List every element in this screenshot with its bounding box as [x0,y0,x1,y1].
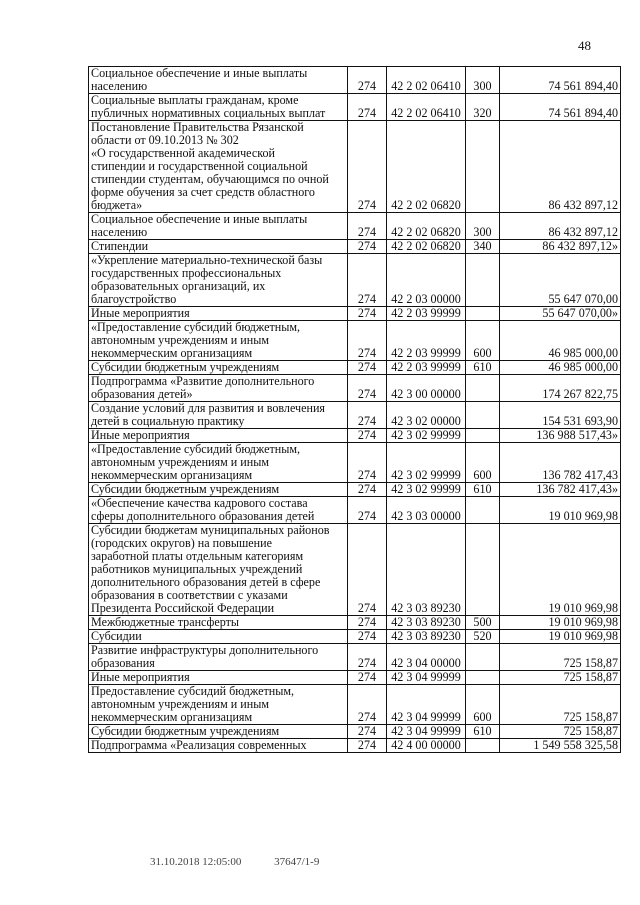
cell-vr: 320 [466,94,500,121]
cell-name: Постановление Правительства Рязанской области от 09.10.2013 № 302 «О государственной академической стипендии и государственной социальной стипендии студентам, обучающимся по очной форме обучения за счет средств областного бюджета» [89,121,348,213]
cell-name: «Обеспечение качества кадрового состава сферы дополнительного образования детей [89,497,348,524]
cell-code: 42 3 04 00000 [387,644,466,671]
cell-vr [466,739,500,753]
table-row [89,375,621,402]
cell-vr: 300 [466,213,500,240]
cell-name: Подпрограмма «Реализация современных [89,739,348,753]
cell-gr: 274 [348,361,387,375]
cell-sum: 154 531 693,90 [500,402,621,429]
cell-gr: 274 [348,121,387,213]
cell-sum: 136 782 417,43 [500,443,621,483]
cell-sum: 19 010 969,98 [500,630,621,644]
cell-code: 42 2 02 06820 [387,121,466,213]
cell-code: 42 2 03 99999 [387,361,466,375]
table-row [89,616,621,630]
cell-code: 42 3 03 00000 [387,497,466,524]
cell-code: 42 4 00 00000 [387,739,466,753]
cell-code: 42 2 03 00000 [387,254,466,307]
cell-gr: 274 [348,402,387,429]
cell-code: 42 3 04 99999 [387,685,466,725]
cell-sum: 86 432 897,12 [500,121,621,213]
cell-vr [466,375,500,402]
cell-gr: 274 [348,483,387,497]
cell-gr: 274 [348,321,387,361]
cell-code: 42 3 00 00000 [387,375,466,402]
cell-code: 42 3 03 89230 [387,524,466,616]
cell-vr [466,254,500,307]
cell-gr: 274 [348,213,387,240]
cell-name: «Укрепление материально-технической базы государственных профессиональных образовательных организаций, их благоустройство [89,254,348,307]
cell-gr: 274 [348,254,387,307]
cell-code: 42 3 02 99999 [387,483,466,497]
table-row [89,254,621,307]
table-row [89,402,621,429]
table-row [89,685,621,725]
cell-sum: 86 432 897,12» [500,240,621,254]
cell-name: Субсидии бюджетным учреждениям [89,725,348,739]
cell-gr: 274 [348,644,387,671]
cell-code: 42 2 03 99999 [387,321,466,361]
cell-sum: 19 010 969,98 [500,616,621,630]
cell-code: 42 3 04 99999 [387,671,466,685]
cell-name: Межбюджетные трансферты [89,616,348,630]
footer-doc-id: 37647/1-9 [274,856,320,868]
table-row [89,321,621,361]
cell-vr: 600 [466,443,500,483]
cell-vr [466,121,500,213]
table-row [89,429,621,443]
cell-vr [466,402,500,429]
cell-name: Субсидии [89,630,348,644]
cell-gr: 274 [348,375,387,402]
table-row [89,213,621,240]
cell-code: 42 2 02 06820 [387,240,466,254]
cell-gr: 274 [348,671,387,685]
cell-name: Подпрограмма «Развитие дополнительного образования детей» [89,375,348,402]
cell-gr: 274 [348,67,387,94]
table-row [89,671,621,685]
cell-name: Субсидии бюджетным учреждениям [89,361,348,375]
table-row [89,644,621,671]
cell-vr: 500 [466,616,500,630]
cell-vr: 300 [466,67,500,94]
cell-sum: 74 561 894,40 [500,67,621,94]
table-row [89,524,621,616]
cell-gr: 274 [348,240,387,254]
cell-sum: 725 158,87 [500,671,621,685]
cell-gr: 274 [348,630,387,644]
cell-code: 42 3 03 89230 [387,616,466,630]
table-row [89,739,621,753]
cell-sum: 46 985 000,00 [500,321,621,361]
cell-gr: 274 [348,94,387,121]
cell-gr: 274 [348,616,387,630]
cell-vr [466,429,500,443]
cell-name: Развитие инфраструктуры дополнительного образования [89,644,348,671]
cell-name: Иные мероприятия [89,429,348,443]
table-row [89,121,621,213]
cell-code: 42 3 02 99999 [387,443,466,483]
cell-name: Предоставление субсидий бюджетным, автономным учреждениям и иным некоммерческим организациям [89,685,348,725]
cell-name: Субсидии бюджетам муниципальных районов (городских округов) на повышение заработной платы отдельным категориям работников муниципальных учреждений дополнительного образования детей в сфере образования в соответствии с указами Президента Российской Федерации [89,524,348,616]
footer-datetime: 31.10.2018 12:05:00 [150,856,242,868]
cell-code: 42 2 02 06410 [387,67,466,94]
cell-name: Создание условий для развития и вовлечения детей в социальную практику [89,402,348,429]
budget-table-body [89,67,621,753]
cell-sum: 19 010 969,98 [500,497,621,524]
cell-name: Социальное обеспечение и иные выплаты населению [89,213,348,240]
cell-name: Субсидии бюджетным учреждениям [89,483,348,497]
cell-gr: 274 [348,685,387,725]
footer [150,856,349,868]
cell-vr [466,524,500,616]
cell-vr: 610 [466,725,500,739]
cell-code: 42 2 02 06820 [387,213,466,240]
table-row [89,443,621,483]
cell-sum: 725 158,87 [500,644,621,671]
cell-name: «Предоставление субсидий бюджетным, автономным учреждениям и иным некоммерческим организациям [89,443,348,483]
cell-sum: 136 988 517,43» [500,429,621,443]
cell-sum: 725 158,87 [500,725,621,739]
cell-code: 42 2 02 06410 [387,94,466,121]
cell-gr: 274 [348,725,387,739]
cell-vr: 610 [466,361,500,375]
cell-sum: 174 267 822,75 [500,375,621,402]
cell-vr: 340 [466,240,500,254]
cell-vr: 610 [466,483,500,497]
cell-sum: 19 010 969,98 [500,524,621,616]
cell-code: 42 3 04 99999 [387,725,466,739]
cell-name: Социальные выплаты гражданам, кроме публичных нормативных социальных выплат [89,94,348,121]
cell-vr: 520 [466,630,500,644]
page-number: 48 [578,38,591,53]
cell-gr: 274 [348,443,387,483]
cell-vr [466,497,500,524]
cell-name: Социальное обеспечение и иные выплаты населению [89,67,348,94]
cell-sum: 136 782 417,43» [500,483,621,497]
cell-code: 42 2 03 99999 [387,307,466,321]
table-row [89,630,621,644]
cell-vr: 600 [466,685,500,725]
cell-sum: 74 561 894,40 [500,94,621,121]
table-row [89,497,621,524]
cell-code: 42 3 02 00000 [387,402,466,429]
cell-sum: 55 647 070,00» [500,307,621,321]
cell-gr: 274 [348,739,387,753]
cell-name: Иные мероприятия [89,671,348,685]
cell-name: «Предоставление субсидий бюджетным, автономным учреждениям и иным некоммерческим организациям [89,321,348,361]
cell-vr [466,644,500,671]
cell-vr [466,307,500,321]
cell-vr [466,671,500,685]
budget-table [88,66,621,753]
cell-sum: 86 432 897,12 [500,213,621,240]
table-row [89,307,621,321]
table-row [89,240,621,254]
cell-code: 42 3 02 99999 [387,429,466,443]
cell-gr: 274 [348,307,387,321]
table-row [89,725,621,739]
table-row [89,94,621,121]
cell-gr: 274 [348,497,387,524]
table-row [89,361,621,375]
table-row [89,67,621,94]
cell-gr: 274 [348,429,387,443]
table-row [89,483,621,497]
cell-sum: 725 158,87 [500,685,621,725]
cell-sum: 1 549 558 325,58 [500,739,621,753]
cell-gr: 274 [348,524,387,616]
cell-vr: 600 [466,321,500,361]
cell-name: Иные мероприятия [89,307,348,321]
cell-code: 42 3 03 89230 [387,630,466,644]
cell-sum: 55 647 070,00 [500,254,621,307]
cell-name: Стипендии [89,240,348,254]
cell-sum: 46 985 000,00 [500,361,621,375]
